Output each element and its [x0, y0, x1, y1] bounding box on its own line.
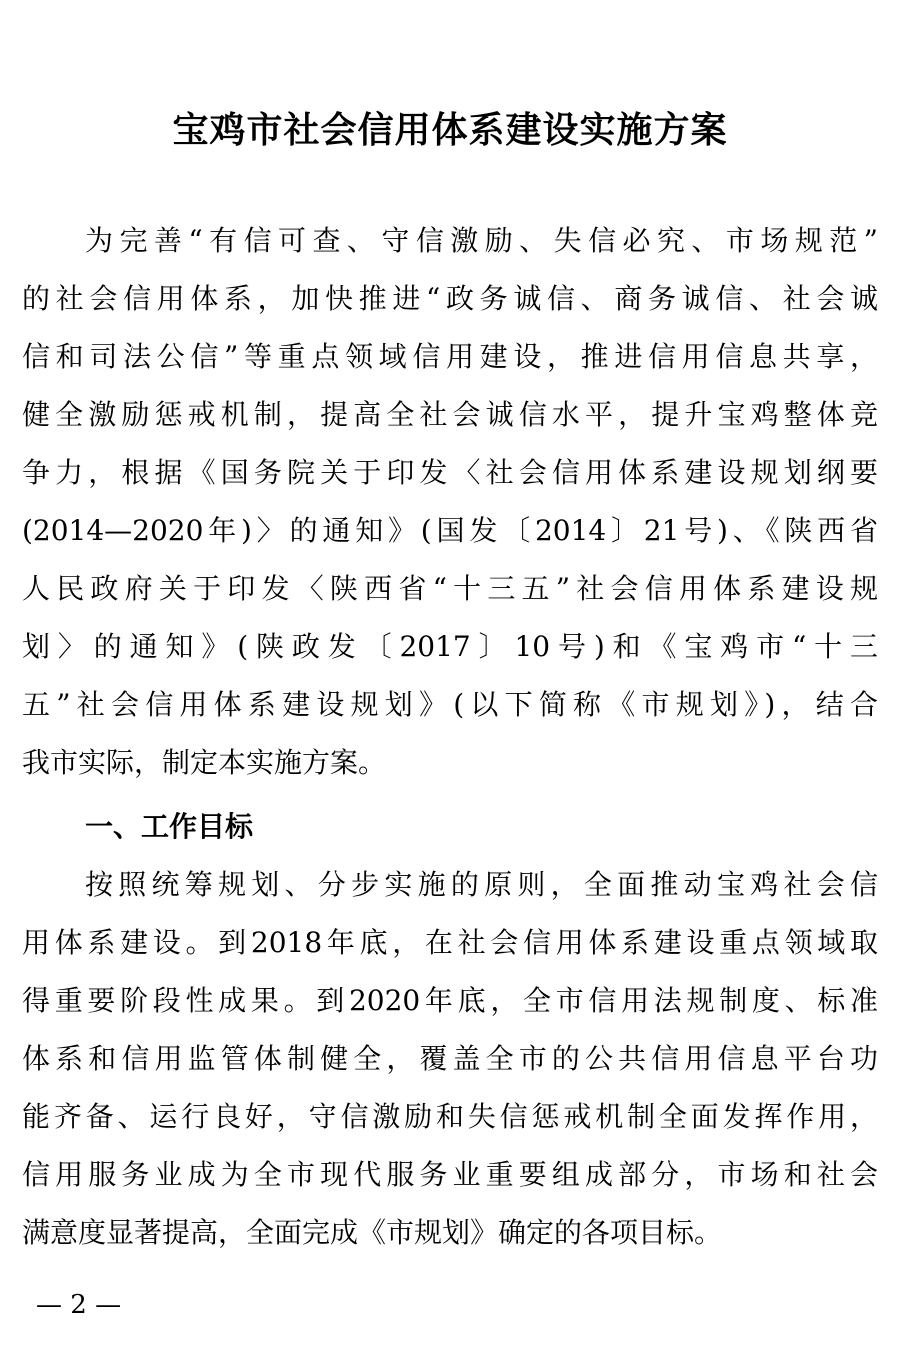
paragraph-line: 体系和信用监管体制健全，覆盖全市的公共信用信息平台功 [22, 1042, 878, 1075]
document-title: 宝鸡市社会信用体系建设实施方案 [172, 109, 728, 151]
paragraph-line: 信和司法公信”等重点领域信用建设，推进信用信息共享， [22, 340, 878, 373]
paragraph-line: 人民政府关于印发〈陕西省“十三五”社会信用体系建设规 [22, 572, 878, 605]
paragraph-line: (2014—2020年)〉的通知》(国发〔2014〕21号)、《陕西省 [22, 514, 878, 547]
page-number: — 2 — [36, 1290, 122, 1320]
paragraph-line: 的社会信用体系，加快推进“政务诚信、商务诚信、社会诚 [22, 282, 878, 315]
paragraph-line: 争力，根据《国务院关于印发〈社会信用体系建设规划纲要 [22, 456, 878, 489]
paragraph-line: 为完善“有信可查、守信激励、失信必究、市场规范” [85, 224, 878, 257]
paragraph-line: 用体系建设。到2018年底，在社会信用体系建设重点领域取 [22, 926, 878, 959]
section-heading: 一、工作目标 [85, 810, 254, 843]
paragraph-line: 得重要阶段性成果。到2020年底，全市信用法规制度、标准 [22, 984, 878, 1017]
paragraph-line: 健全激励惩戒机制，提高全社会诚信水平，提升宝鸡整体竞 [22, 398, 878, 431]
paragraph-line: 按照统筹规划、分步实施的原则，全面推动宝鸡社会信 [85, 868, 878, 901]
paragraph-line: 能齐备、运行良好，守信激励和失信惩戒机制全面发挥作用， [22, 1100, 878, 1133]
paragraph-line: 我市实际，制定本实施方案。 [22, 746, 387, 779]
paragraph-line: 五”社会信用体系建设规划》(以下简称《市规划》)，结合 [22, 688, 878, 721]
paragraph-line: 划〉的通知》(陕政发〔2017〕10号)和《宝鸡市“十三 [22, 630, 878, 663]
paragraph-line: 满意度显著提高，全面完成《市规划》确定的各项目标。 [22, 1216, 723, 1249]
paragraph-line: 信用服务业成为全市现代服务业重要组成部分，市场和社会 [22, 1158, 878, 1191]
